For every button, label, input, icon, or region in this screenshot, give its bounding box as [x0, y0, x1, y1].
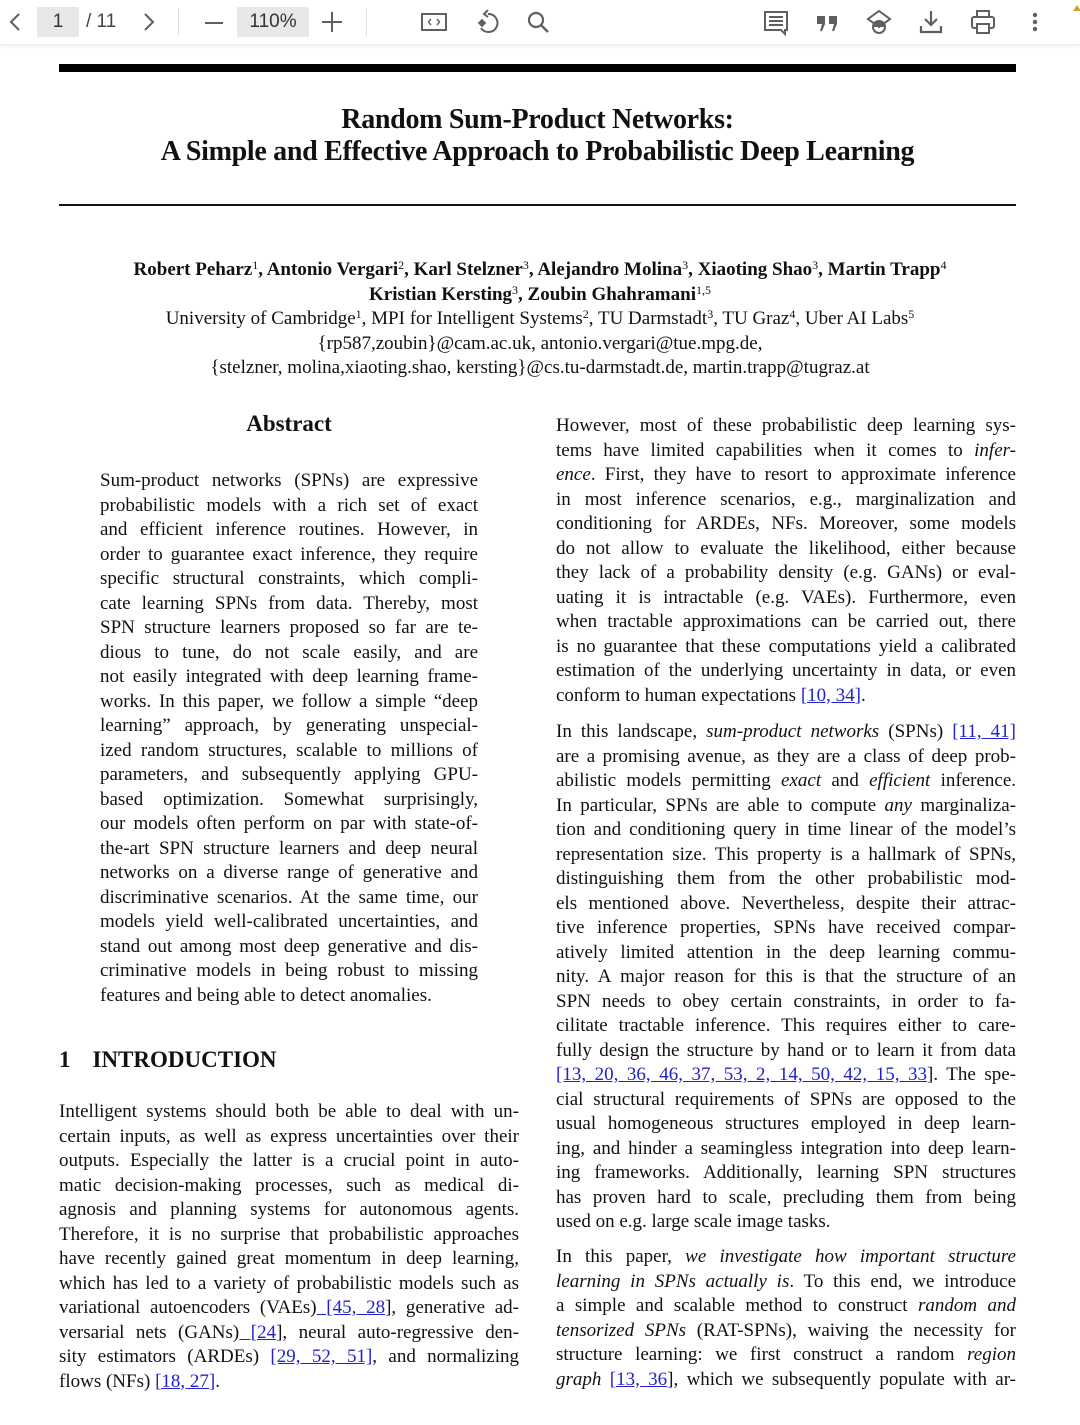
authors-line-1: Robert Peharz$^1$, Antonio Vergari$^2$, Karl Stelzner$^3$, Alejandro Molina$^3$, Xiaoting Shao$^3$, Martin Trapp$^4$ [133, 258, 947, 280]
emphasis: tensorized SPNs [556, 1319, 687, 1341]
author-sup: 1 [252, 258, 259, 272]
abstract-line: probabilistic models with a rich set of exact [100, 494, 478, 516]
text: , and normalizing [372, 1346, 519, 1367]
abstract-line: our models often perform on par with state-of- [100, 813, 478, 834]
text [601, 1369, 609, 1390]
text-line: has proven hard to scale, precluding them from being [556, 1186, 1016, 1208]
text-line: conditioning for ARDEs, NFs. Moreover, some models [556, 513, 1016, 534]
text: ]. The spe- [927, 1064, 1017, 1085]
section-number: 1 [59, 1047, 71, 1072]
pdf-toolbar [0, 0, 1080, 45]
affiliation: TU Graz [722, 308, 790, 329]
text-line [556, 1063, 1016, 1088]
citation-link[interactable]: [11, 41] [952, 721, 1017, 742]
warning-corner-icon [1073, 5, 1080, 11]
citation-link[interactable]: [10, 34] [800, 684, 861, 706]
author-sup: 3 [682, 258, 689, 272]
quote-icon [813, 7, 843, 37]
text: variational autoencoders (VAEs) [59, 1297, 317, 1318]
text-line: Intelligent systems should both be able to deal with un- [59, 1101, 519, 1122]
text-line [556, 794, 1016, 819]
abstract-line: Sum-product networks (SPNs) are expressive [100, 470, 478, 491]
author-sup: 1,5 [695, 282, 711, 297]
more-options-button[interactable] [1020, 7, 1050, 37]
text: ], generative ad- [385, 1297, 520, 1318]
abstract-line: the-art SPN structure learners and deep neural [100, 837, 478, 859]
citation-link[interactable]: [18, 27] [155, 1370, 216, 1392]
text-line: nity. A major reason for this is that the structure of an [556, 966, 1016, 987]
text: ], neural auto-regressive den- [276, 1321, 519, 1343]
affiliation-sup: 3 [707, 307, 714, 321]
author-name: Robert Peharz [133, 259, 253, 280]
text-line: is no guarantee that these computations yield a calibrated [556, 635, 1016, 657]
text-line [556, 769, 1016, 794]
title-rule-bottom [59, 204, 1016, 206]
text-line [59, 1321, 519, 1346]
zoom-level-input[interactable]: 110% [237, 7, 309, 37]
text-line: matic decision-making processes, such as medical di- [59, 1174, 519, 1196]
text-line: when tractable approximations can be carried out, there [556, 611, 1016, 632]
affiliation: MPI for Intelligent Systems [371, 308, 583, 329]
abstract-body [100, 469, 478, 1008]
page-total: / 11 [86, 11, 117, 32]
text: and [821, 770, 870, 791]
search-button[interactable] [523, 7, 553, 37]
abstract-line: networks on a diverse range of generative and [100, 862, 478, 883]
comments-button[interactable] [761, 7, 791, 37]
text-line: certain inputs, as well as express uncertainties over their [59, 1125, 519, 1147]
text-line: However, most of these probabilistic deep learning sys- [556, 415, 1016, 436]
emphasis: graph [556, 1368, 602, 1390]
emphasis: we investigate how important structure [685, 1246, 1016, 1267]
text-line: tive inference properties, SPNs have received compar- [556, 917, 1016, 938]
text-line: tion and conditioning query in time linear of the model’s [556, 819, 1016, 840]
text: In particular, SPNs are able to compute [556, 794, 885, 816]
abstract-line: dious to tune, do not scale easily, and are [100, 641, 478, 663]
text: structure learning: we first construct a random [556, 1344, 968, 1365]
fit-width-icon [419, 7, 449, 37]
text: tems have limited capabilities when it comes to [556, 439, 975, 461]
cite-button[interactable] [813, 7, 843, 37]
text-line: cilitate tractable inference. This requires either to care- [556, 1015, 1016, 1036]
text: (RAT-SPNs), waiving the necessity for [686, 1319, 1017, 1341]
right-paragraph-2 [556, 720, 1016, 1235]
toolbar-divider [178, 8, 179, 36]
affiliation-sup: 4 [789, 307, 796, 321]
emails-line-1: {rp587,zoubin}@cam.ac.uk, antonio.vergari@tue.mpg.de, [317, 332, 763, 354]
chevron-right-icon [134, 7, 164, 37]
page-number-input[interactable]: 1 [37, 7, 79, 37]
print-icon [968, 7, 998, 37]
text-line: atively limited attention in the deep learning commu- [556, 941, 1016, 963]
text-line [556, 1368, 1016, 1393]
abstract-line: cate learning SPNs from data. Thereby, most [100, 592, 478, 614]
affiliation: TU Darmstadt [597, 308, 708, 329]
text-line [556, 1343, 1016, 1368]
text-line: fully design the structure by hand or to learn it from data [556, 1039, 1016, 1061]
text-line [59, 1296, 519, 1321]
abstract-line: learning” approach, by generating unspecial- [100, 715, 478, 736]
author-name: Alejandro Molina [537, 259, 683, 280]
section-heading-introduction [59, 1047, 277, 1073]
affiliation: Uber AI Labs [804, 308, 909, 329]
print-button[interactable] [968, 7, 998, 37]
authors-block [40, 258, 1040, 381]
text-line: which has led to a variety of probabilistic models such as [59, 1272, 519, 1294]
emphasis: ence [556, 464, 591, 485]
affiliation-sup: 5 [908, 307, 915, 321]
citation-link[interactable]: [13, 36 [609, 1368, 668, 1390]
text-line: Therefore, it is no surprise that probabilistic approaches [59, 1223, 519, 1245]
more-vert-icon [1020, 7, 1050, 37]
text: . [860, 684, 866, 706]
emphasis: region [967, 1344, 1016, 1365]
abstract-line: models yield well-calibrated uncertainties, and [100, 911, 478, 932]
text: conform to human expectations [556, 684, 801, 706]
text: sity estimators (ARDEs) [59, 1346, 271, 1367]
author-name: Martin Trapp [827, 259, 941, 280]
intro-paragraph-1 [59, 1100, 519, 1394]
text-line: distinguishing them from the other probabilistic mod- [556, 868, 1016, 889]
citation-link[interactable]: [29, 52, 51] [270, 1346, 373, 1367]
affiliations-line: University of Cambridge$^1$, MPI for Intelligent Systems$^2$, TU Darmstadt$^3$, TU Graz$^4$, Uber AI Labs$^5$ [165, 307, 915, 329]
abstract-heading: Abstract [246, 411, 332, 436]
text-line [556, 720, 1016, 745]
prev-page-button[interactable] [0, 7, 30, 37]
text-line [59, 1345, 519, 1370]
text: flows (NFs) [59, 1370, 156, 1392]
text-line [59, 1370, 519, 1395]
text: In this landscape, [556, 721, 707, 742]
emphasis: any [884, 794, 912, 816]
text-line: representation size. This property is a hallmark of SPNs, [556, 843, 1016, 865]
text-line [556, 1270, 1016, 1295]
emphasis: random and [917, 1295, 1016, 1316]
zoom-in-button[interactable] [317, 7, 347, 37]
scholar-button[interactable] [864, 7, 894, 37]
fit-to-page-button[interactable] [419, 7, 449, 37]
citation-link[interactable]: [45, 28 [316, 1297, 386, 1318]
text-line: usual homogeneous structures employed in deep learn- [556, 1113, 1016, 1134]
title-rule-top [59, 64, 1016, 72]
affiliation-sup: 2 [582, 307, 589, 321]
text-line [556, 439, 1016, 464]
author-name: Karl Stelzner [413, 259, 523, 280]
search-icon [523, 7, 553, 37]
minus-icon [199, 7, 229, 37]
text: . [215, 1370, 220, 1392]
right-paragraph-1 [556, 414, 1016, 708]
text-line: they lack of a probability density (e.g. GANs) or eval- [556, 562, 1016, 583]
section-title: INTRODUCTION [92, 1047, 277, 1072]
scholar-icon [864, 7, 894, 37]
text-line: estimation of the underlying uncertainty in data, or even [556, 660, 1016, 681]
plus-icon [317, 7, 347, 37]
next-page-button[interactable] [134, 7, 164, 37]
emails-line-2: {stelzner, molina,xiaoting.shao, kersting}@cs.tu-darmstadt.de, martin.trapp@tugraz.at [210, 357, 870, 378]
emphasis: exact [781, 770, 822, 791]
citation-link[interactable]: [24 [239, 1321, 277, 1343]
text-line [556, 1294, 1016, 1319]
abstract-line: based optimization. Somewhat surprisingly, [100, 788, 478, 810]
text-line: in most inference scenarios, e.g., marginalization and [556, 488, 1016, 510]
abstract-line: not easily integrated with deep learning frame- [100, 666, 478, 687]
author-sup: 4 [940, 258, 947, 272]
paper-title [59, 104, 1016, 168]
abstract-line: works. In this paper, we follow a simple “deep [100, 690, 478, 712]
abstract-line: parameters, and subsequently applying GPU- [100, 764, 478, 785]
text-line: have recently gained great momentum in deep learning, [59, 1248, 519, 1269]
text-line: uating it is intractable (e.g. VAEs). Furthermore, even [556, 586, 1016, 608]
text: abilistic models permitting [556, 770, 782, 791]
abstract-line: discriminative scenarios. At the same time, our [100, 886, 478, 908]
comment-icon [761, 7, 791, 37]
authors-line-2: Kristian Kersting$^3$, Zoubin Ghahramani$^{1,5}$ [369, 282, 711, 305]
citation-link[interactable]: [13, 20, 36, 46, 37, 53, 2, 14, 50, 42, 15, 33 [556, 1064, 927, 1085]
zoom-out-button[interactable] [199, 7, 229, 37]
text-line: outputs. Especially the latter is a crucial point in auto- [59, 1150, 519, 1171]
text: . To this end, we introduce [789, 1270, 1017, 1292]
author-name: Kristian Kersting [369, 283, 513, 305]
text-line [556, 684, 1016, 709]
text-line: els mentioned above. Nevertheless, despite their attrac- [556, 892, 1016, 914]
text: . First, they have to resort to approximate inference [590, 464, 1016, 485]
text: In this paper, [556, 1246, 686, 1267]
text-line: ing, and hinder a seamingless integration into deep learn- [556, 1137, 1016, 1159]
text-line: agnosis and planning systems for autonomous agents. [59, 1199, 519, 1220]
text: inference. [930, 770, 1017, 791]
affiliation-sup: 1 [355, 307, 362, 321]
text: ], which we subsequently populate with ar- [667, 1368, 1016, 1390]
text-line: used on e.g. large scale image tasks. [556, 1211, 831, 1232]
text-line [556, 1245, 1016, 1270]
rotate-button[interactable] [473, 7, 503, 37]
author-sup: 3 [812, 258, 819, 272]
abstract-line: specific structural constraints, which compli- [100, 568, 478, 589]
text: versarial nets (GANs) [59, 1321, 240, 1343]
author-name: Antonio Vergari [266, 259, 399, 280]
emphasis: learning in SPNs actually is [556, 1270, 790, 1292]
title-line-2: A Simple and Effective Approach to Probabilistic Deep Learning [160, 136, 915, 167]
emphasis: infer- [974, 439, 1016, 461]
emphasis: sum-product networks [706, 721, 880, 742]
author-sup: 2 [398, 258, 405, 272]
download-button[interactable] [916, 7, 946, 37]
abstract-line: stand out among most deep generative and dis- [100, 935, 478, 957]
abstract-line: features and being able to detect anomalies. [100, 984, 432, 1006]
text-line [556, 1319, 1016, 1344]
toolbar-divider [366, 8, 367, 36]
author-sup: 3 [512, 282, 519, 297]
text-line: cial structural requirements of SPNs are opposed to the [556, 1088, 1016, 1110]
text-line: are a promising avenue, as they are a class of deep prob- [556, 745, 1016, 767]
abstract-line: ized random structures, scalable to millions of [100, 739, 478, 761]
text-line: SPN needs to obey certain constraints, in order to fa- [556, 990, 1016, 1012]
text-line: do not allow to evaluate the likelihood, either because [556, 537, 1016, 559]
text-line [556, 463, 1016, 488]
author-name: Xiaoting Shao [697, 259, 813, 280]
abstract-line: order to guarantee exact inference, they require [100, 543, 478, 565]
chevron-left-icon [0, 7, 30, 37]
abstract-line: criminative models in being robust to missing [100, 960, 478, 981]
rotate-icon [473, 7, 503, 37]
abstract-line: and efficient inference routines. However, in [100, 519, 478, 540]
title-line-1: Random Sum-Product Networks: [341, 104, 734, 135]
text-line: ing frameworks. Additionally, learning SPN structures [556, 1162, 1016, 1183]
text: a simple and scalable method to construct [556, 1295, 918, 1316]
author-sup: 3 [522, 258, 529, 272]
abstract-line: SPN structure learners proposed so far are te- [100, 617, 478, 638]
text: (SPNs) [879, 721, 953, 742]
right-paragraph-3 [556, 1245, 1016, 1392]
author-name: Zoubin Ghahramani [527, 283, 696, 305]
affiliation: University of Cambridge [165, 308, 356, 329]
download-icon [916, 7, 946, 37]
emphasis: efficient [869, 770, 931, 791]
text: marginaliza- [911, 794, 1016, 816]
